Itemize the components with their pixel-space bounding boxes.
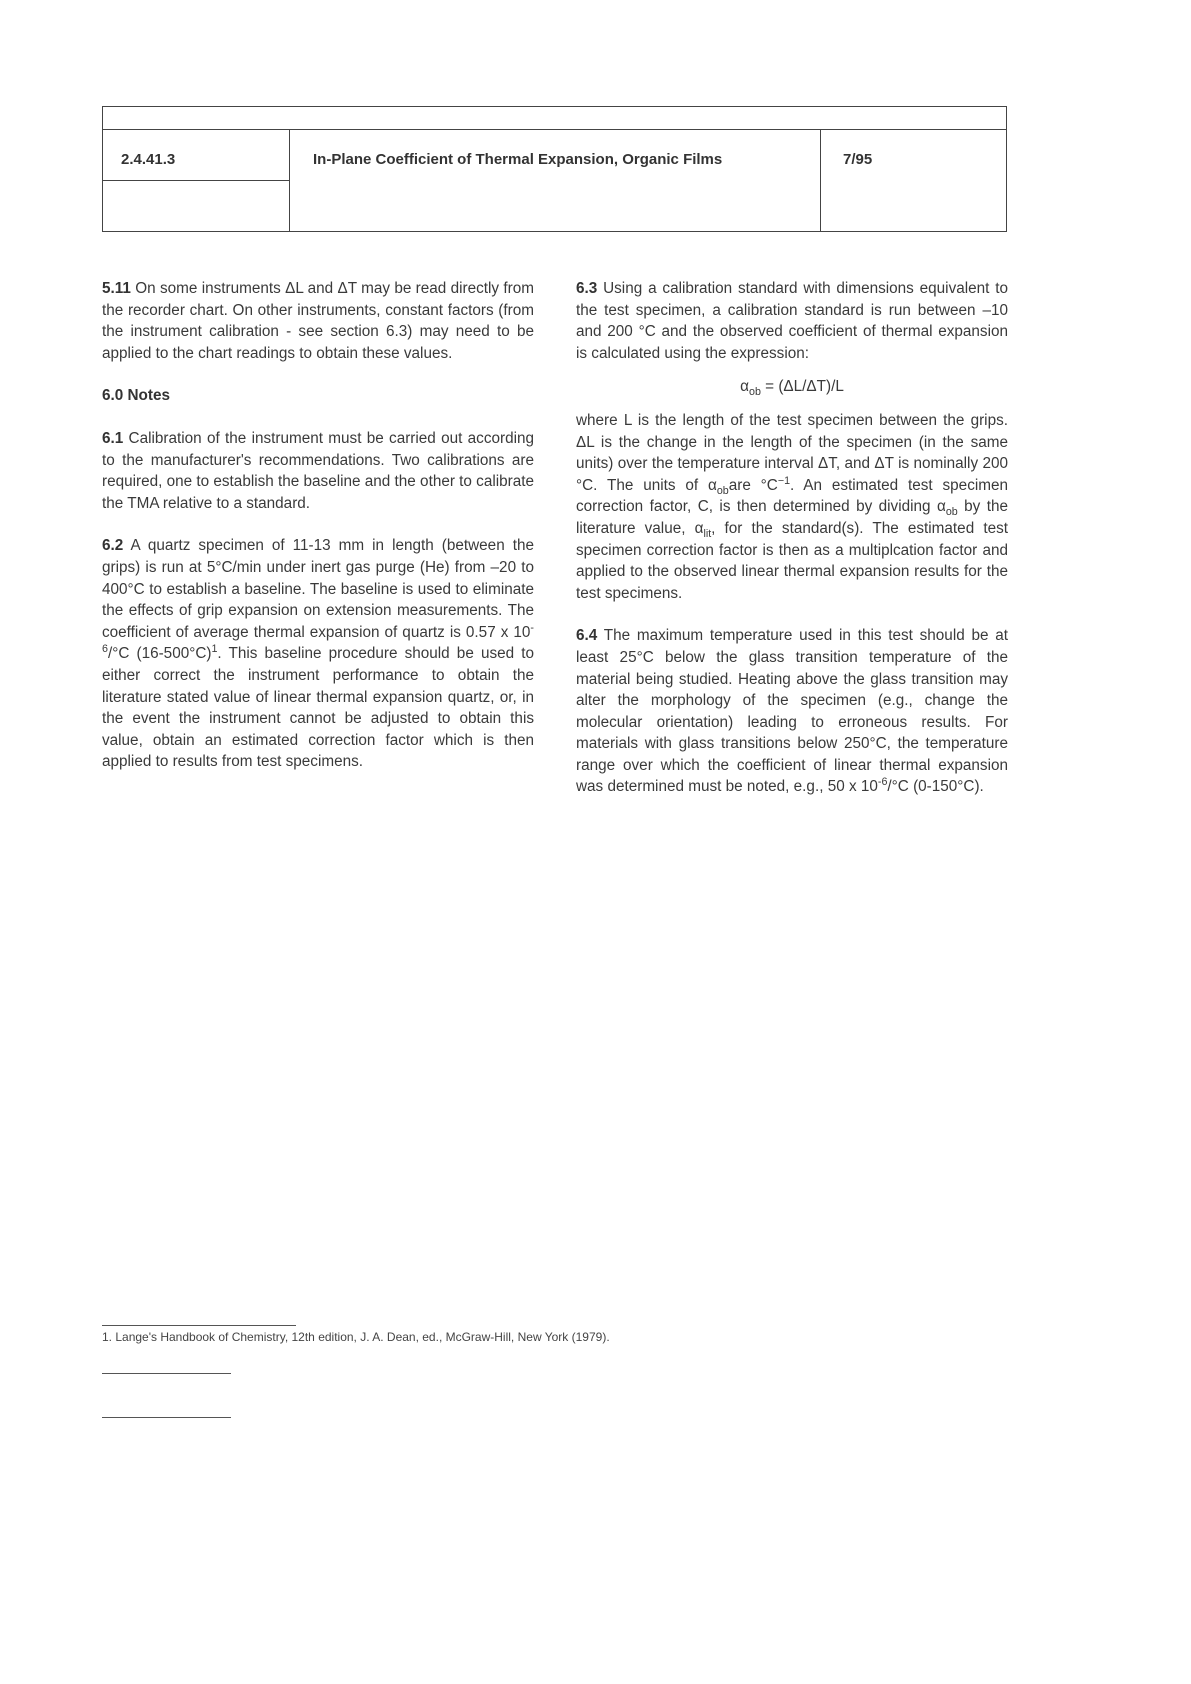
section-number: 6.1 [102,429,124,447]
rule-line [102,1417,231,1418]
text-run: are °C [728,476,778,494]
text-run: -6 [102,621,534,656]
header-divider [103,180,289,181]
text-run: α [740,378,749,396]
text-run: . This baseline procedure should be used to either correct the instrument performance to obtain the literature stated value of linear thermal expansion quartz, or, in the event the instrument cannot be adjusted to obtain this value, obtain an estimated correction factor which is then applied to results from test specimens. [102,645,534,771]
left-column [102,278,534,773]
text-run: /°C (0-150°C). [887,778,984,796]
text-run: . An estimated test specimen correction factor, C, is then determined by dividing α [576,476,1008,516]
paragraph [576,278,1008,364]
footnote-rule [102,1325,296,1326]
document-number: 2.4.41.3 [121,151,176,168]
text-run: −1 [777,474,791,487]
section-number: 6.3 [576,280,598,297]
text-run: Calibration of the instrument must be carried out according to the manufacturer's recommendations. Two calibrations are required, one to establish the baseline and the other to calibrate the TMA relative to a standard. [102,429,535,512]
document-date: 7/95 [843,151,873,168]
text-run: = (ΔL/ΔT)/L [760,378,844,396]
text-run: by the literature value, α [576,498,1009,537]
text-run: Using a calibration standard with dimensions equivalent to the test specimen, a calibration standard is run between –10 and 200 °C and the observed coefficient of thermal expansion is calculated using the expression: [576,280,1008,362]
section-number: 5.11 [102,280,131,297]
document-title: In-Plane Coefficient of Thermal Expansion, Organic Films [313,151,723,168]
text-run: A quartz specimen of 11-13 mm in length (between the grips) is run at 5°C/min under inert gas purge (He) from –20 to 400°C to establish a baseline. The baseline is used to eliminate the effects of grip expansion on extension measurements. The coefficient of average thermal expansion of quartz is 0.57 x 10 [102,537,534,641]
section-heading [102,385,534,407]
text-run: On some instruments ΔL and ΔT may be read directly from the recorder chart. On other instruments, constant factors (from the instrument calibration - see section 6.3) may need to be applied to the chart readings to obtain these values. [102,280,534,362]
formula [576,376,1008,398]
header-divider [103,129,1006,130]
paragraph [576,625,1008,798]
header-divider [820,129,821,231]
footnote: 1. Lange's Handbook of Chemistry, 12th edition, J. A. Dean, ed., McGraw-Hill, New York (1979). [102,1330,610,1344]
text-run: 6.0 Notes [102,387,171,405]
text-run: ob [749,386,761,399]
text-run: , for the standard(s). The estimated test specimen correction factor is then as a multiplcation factor and applied to the observed linear thermal expansion results for the test specimens. [576,519,1008,602]
paragraph [102,428,534,514]
text-run: lit [703,527,712,540]
text-run: 1 [211,643,218,656]
text-run: ob [945,506,958,519]
paragraph [102,278,534,364]
text-run: -6 [877,776,888,789]
text-run: where L is the length of the test specimen between the grips. ΔL is the change in the length of the specimen (in the same units) over the temperature interval ΔT, and ΔT is nominally 200 °C. The units of α [576,411,1008,494]
text-run: The maximum temperature used in this test should be at least 25°C below the glass transition temperature of the material being studied. Heating above the glass transition may alter the morphology of the specimen (e.g., change the molecular orientation) leading to erroneous results. For materials with glass transitions below 250°C, the temperature range over which the coefficient of linear thermal expansion was determined must be noted, e.g., 50 x 10 [576,627,1008,796]
paragraph [102,535,534,773]
text-run: ob [716,484,729,497]
section-number: 6.2 [102,537,124,555]
text-run: /°C (16-500°C) [107,645,212,663]
paragraph [576,410,1008,604]
right-column [576,278,1008,798]
section-number: 6.4 [576,627,598,645]
rule-line [102,1373,231,1374]
header-table [102,106,1007,232]
header-divider [289,129,290,231]
